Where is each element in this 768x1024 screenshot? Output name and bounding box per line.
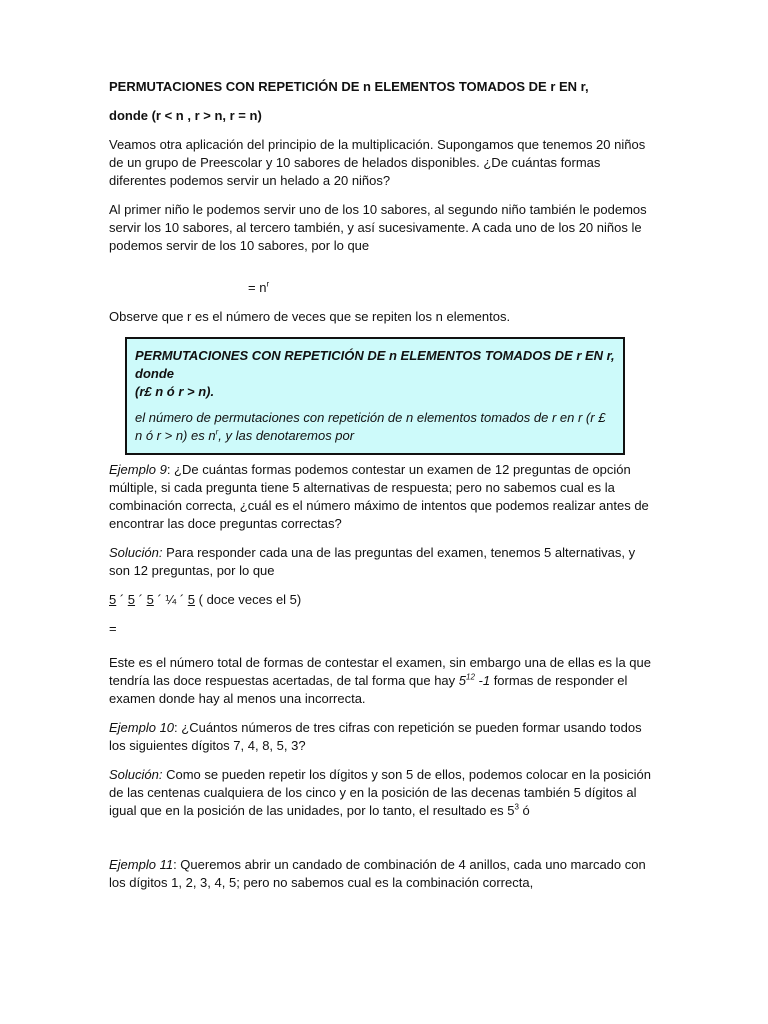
total-forms-paragraph: Este es el número total de formas de contestar el examen, sin embargo una de ellas es la que tendría las doce respuestas acertadas, de tal forma que hay $5^{12}$ -1 formas de responder el examen donde hay al menos una incorrecta. xyxy=(109,655,651,706)
ejemplo-9: Ejemplo 9: ¿De cuántas formas podemos contestar un examen de 12 preguntas de opción múltiple, si cada pregunta tiene 5 alternativas de respuesta; pero no sabemos cual es la combinación correcta, ¿cuál es el número máximo de intentos que podemos realizar antes de encontrar las doce preguntas correctas? xyxy=(109,462,649,531)
solucion-10: Solución: Como se pueden repetir los dígitos y son 5 de ellos, podemos colocar en la posición de las centenas cualquiera de los cinco y en la posición de las decenas también 5 dígitos al igual que en la posición de las unidades, por lo tanto, el resultado es $5^3$ ó xyxy=(109,767,651,818)
explanation-paragraph: Al primer niño le podemos servir uno de los 10 sabores, al segundo niño también le podemos servir los 10 sabores, al tercero también, y así sucesivamente. A cada uno de los 20 niños le podemos servir de los 10 sabores, por lo que xyxy=(109,202,647,253)
product-expression: 5 ´ 5 ´ 5 ´ ¼ ´ 5 ( doce veces el 5) xyxy=(109,592,302,607)
observe-paragraph: Observe que r es el número de veces que se repiten los n elementos. xyxy=(109,309,511,324)
equals-sign: = xyxy=(109,621,117,636)
definition-body: el número de permutaciones con repetición de n elementos tomados de r en r (r £ n ó r > n) es $n^r$, y las denotaremos por xyxy=(135,410,606,443)
intro-paragraph: Veamos otra aplicación del principio de la multiplicación. Supongamos que tenemos 20 niños de un grupo de Preescolar y 10 sabores de helados disponibles. ¿De cuántas formas diferentes podemos servir un helado a 20 niños? xyxy=(109,137,646,188)
definition-box xyxy=(125,337,625,455)
section-heading: PERMUTACIONES CON REPETICIÓN DE n ELEMENTOS TOMADOS DE r EN r, xyxy=(109,79,589,94)
document-page xyxy=(109,78,654,903)
ejemplo-10: Ejemplo 10: ¿Cuántos números de tres cifras con repetición se pueden formar usando todos los siguientes dígitos 7, 4, 8, 5, 3? xyxy=(109,720,642,753)
section-heading-condition: donde (r < n , r > n, r = n) xyxy=(109,108,262,123)
definition-title: PERMUTACIONES CON REPETICIÓN DE n ELEMENTOS TOMADOS DE r EN r, donde (r£ n ó r > n). xyxy=(135,348,615,399)
ejemplo-11: Ejemplo 11: Queremos abrir un candado de combinación de 4 anillos, cada uno marcado con los dígitos 1, 2, 3, 4, 5; pero no sabemos cual es la combinación correcta, xyxy=(109,857,646,890)
solucion-9: Solución: Para responder cada una de las preguntas del examen, tenemos 5 alternativas, y son 12 preguntas, por lo que xyxy=(109,545,636,578)
equation-n-power-r: = $n^r$ xyxy=(248,279,270,295)
